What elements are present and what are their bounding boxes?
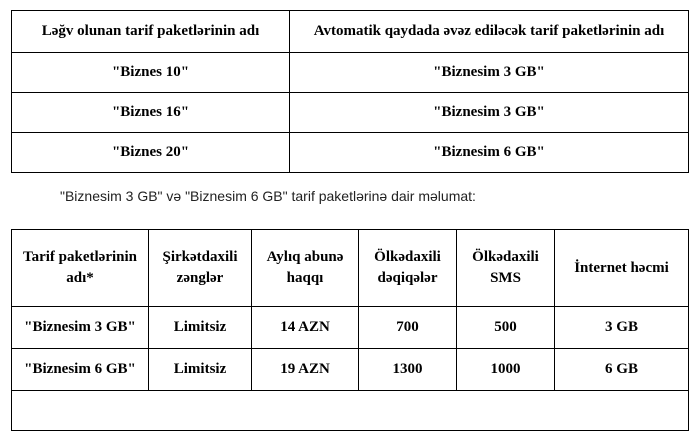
header-monthly-fee: Aylıq abunə haqqı	[252, 230, 359, 307]
cancelled-package: "Biznes 16"	[12, 93, 290, 133]
header-package-name: Tarif paketlərinin adı*	[12, 230, 149, 307]
domestic-minutes: 700	[359, 307, 457, 349]
monthly-fee: 19 AZN	[252, 349, 359, 391]
monthly-fee: 14 AZN	[252, 307, 359, 349]
cancelled-package: "Biznes 20"	[12, 133, 290, 173]
header-internal-calls: Şirkətdaxili zənglər	[149, 230, 252, 307]
header-cancelled-packages: Ləğv olunan tarif paketlərinin adı	[12, 11, 290, 53]
table-header-row	[12, 230, 689, 307]
replacement-table	[11, 10, 689, 173]
cancelled-package: "Biznes 10"	[12, 53, 290, 93]
replacement-package: "Biznesim 6 GB"	[290, 133, 689, 173]
packages-info-table	[11, 229, 689, 431]
header-replacement-packages: Avtomatik qaydada əvəz ediləcək tarif paketlərinin adı	[290, 11, 689, 53]
header-domestic-minutes: Ölkədaxili dəqiqələr	[359, 230, 457, 307]
domestic-sms: 500	[457, 307, 555, 349]
table-row-cutoff	[12, 391, 689, 431]
table-row	[12, 53, 689, 93]
table-row	[12, 307, 689, 349]
internet-volume: 6 GB	[555, 349, 689, 391]
table-row	[12, 349, 689, 391]
internal-calls: Limitsiz	[149, 307, 252, 349]
table-header-row	[12, 11, 689, 53]
packages-info-caption: "Biznesim 3 GB" və "Biznesim 6 GB" tarif paketlərinə dair məlumat:	[60, 188, 476, 204]
package-name: "Biznesim 3 GB"	[12, 307, 149, 349]
domestic-sms: 1000	[457, 349, 555, 391]
package-name: "Biznesim 6 GB"	[12, 349, 149, 391]
internal-calls: Limitsiz	[149, 349, 252, 391]
header-internet-volume: İnternet həcmi	[555, 230, 689, 307]
internet-volume: 3 GB	[555, 307, 689, 349]
domestic-minutes: 1300	[359, 349, 457, 391]
header-domestic-sms: Ölkədaxili SMS	[457, 230, 555, 307]
empty-cell	[12, 391, 689, 431]
replacement-package: "Biznesim 3 GB"	[290, 53, 689, 93]
table-row	[12, 133, 689, 173]
replacement-package: "Biznesim 3 GB"	[290, 93, 689, 133]
table-row	[12, 93, 689, 133]
